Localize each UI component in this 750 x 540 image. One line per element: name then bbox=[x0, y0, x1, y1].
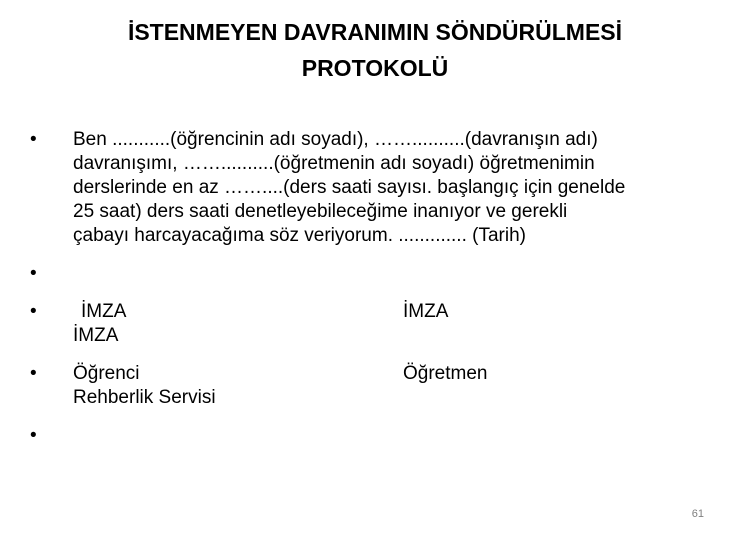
bullet-icon: • bbox=[30, 425, 37, 446]
title-line-1: İSTENMEYEN DAVRANIMIN SÖNDÜRÜLMESİ bbox=[127, 19, 623, 45]
title-line-2: PROTOKOLÜ bbox=[301, 55, 449, 81]
pledge-line: Ben ...........(öğrencinin adı soyadı), ……..........(davranışın adı) bbox=[73, 129, 598, 150]
signature-label-counseling: İMZA bbox=[73, 325, 119, 346]
role-row bbox=[73, 362, 730, 386]
page-number: 61 bbox=[691, 508, 704, 520]
pledge-paragraph bbox=[73, 128, 673, 248]
list-item-empty bbox=[30, 424, 730, 448]
bullet-icon: • bbox=[30, 301, 37, 322]
signature-label-student: İMZA bbox=[81, 301, 127, 322]
list-item-roles bbox=[30, 362, 730, 410]
pledge-line: derslerinde en az ……....(ders saati sayısı. başlangıç için genelde bbox=[73, 177, 626, 198]
list-item-empty bbox=[30, 262, 730, 286]
list-item-pledge bbox=[30, 128, 730, 248]
bullet-list bbox=[30, 128, 730, 448]
pledge-line: 25 saat) ders saati denetleyebileceğime inanıyor ve gerekli bbox=[73, 201, 568, 222]
list-item-signatures bbox=[30, 300, 730, 348]
page-title bbox=[0, 14, 750, 86]
role-counseling: Rehberlik Servisi bbox=[73, 387, 216, 408]
signature-label-teacher: İMZA bbox=[403, 301, 449, 322]
role-teacher: Öğretmen bbox=[403, 363, 488, 384]
pledge-line: davranışımı, ……..........(öğretmenin adı soyadı) öğretmenimin bbox=[73, 153, 595, 174]
role-student: Öğrenci bbox=[73, 363, 140, 384]
pledge-line: çabayı harcayacağıma söz veriyorum. ............. (Tarih) bbox=[73, 225, 526, 246]
bullet-icon: • bbox=[30, 263, 37, 284]
signature-row bbox=[73, 300, 730, 324]
bullet-icon: • bbox=[30, 129, 37, 150]
bullet-icon: • bbox=[30, 363, 37, 384]
